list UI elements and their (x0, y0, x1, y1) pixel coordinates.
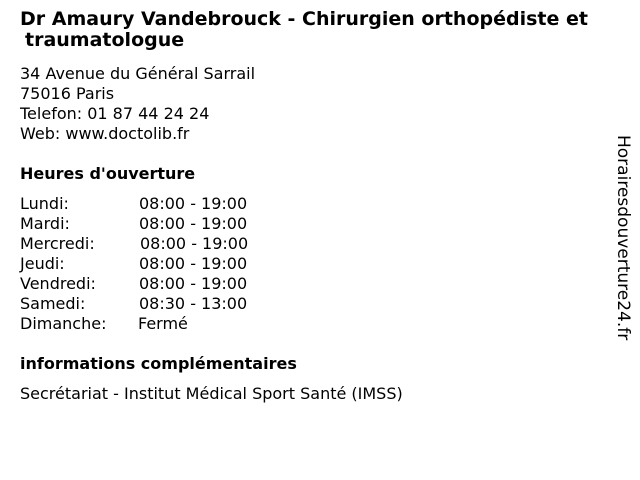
day-label: Vendredi: (20, 274, 96, 293)
hours-row-saturday (20, 294, 280, 314)
page-title (20, 9, 620, 51)
opening-hours-heading: Heures d'ouverture (20, 164, 196, 183)
hours-row-sunday (20, 314, 280, 334)
hours-row-monday (20, 194, 280, 214)
time-range: 08:00 - 19:00 (139, 274, 248, 293)
time-range: 08:00 - 19:00 (139, 194, 248, 213)
day-label: Samedi: (20, 294, 86, 313)
time-range: 08:30 - 13:00 (139, 294, 248, 313)
page-title-line-1: Dr Amaury Vandebrouck - Chirurgien orthopédiste et (20, 8, 588, 30)
address-block (20, 64, 255, 144)
day-label: Jeudi: (20, 254, 65, 273)
hours-row-thursday (20, 254, 280, 274)
hours-row-tuesday (20, 214, 280, 234)
hours-row-friday (20, 274, 280, 294)
city-postcode: 75016 Paris (20, 84, 115, 103)
day-label: Mardi: (20, 214, 70, 233)
time-range: 08:00 - 19:00 (139, 254, 248, 273)
additional-info-text: Secrétariat - Institut Médical Sport Santé (IMSS) (20, 384, 403, 403)
time-range: Fermé (138, 314, 188, 333)
phone-number: Telefon: 01 87 44 24 24 (20, 104, 210, 123)
opening-hours-table (20, 194, 280, 334)
street-address: 34 Avenue du Général Sarrail (20, 64, 256, 83)
hours-row-wednesday (20, 234, 280, 254)
website: Web: www.doctolib.fr (20, 124, 190, 143)
time-range: 08:00 - 19:00 (140, 234, 249, 253)
time-range: 08:00 - 19:00 (139, 214, 248, 233)
site-watermark: Horairesdouverture24.fr (613, 135, 633, 341)
day-label: Mercredi: (20, 234, 95, 253)
day-label: Dimanche: (20, 314, 107, 333)
day-label: Lundi: (20, 194, 69, 213)
additional-info-heading: informations complémentaires (20, 354, 297, 373)
page-title-line-2: traumatologue (25, 29, 185, 51)
